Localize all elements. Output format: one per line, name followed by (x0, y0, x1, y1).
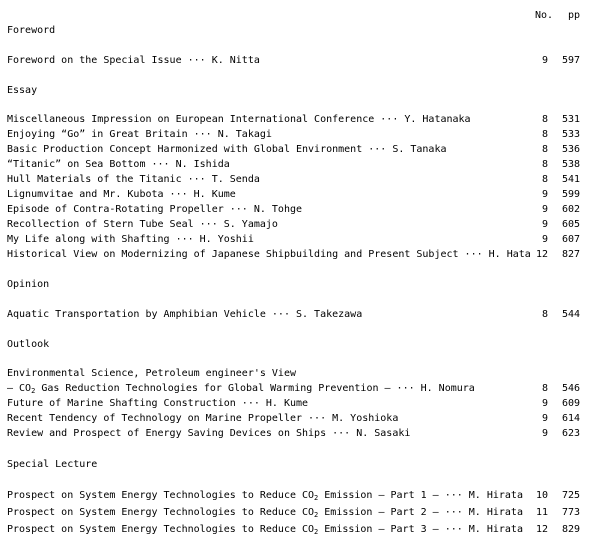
entry-issue-number: 9 (541, 398, 548, 409)
entry-page-number: 609 (561, 398, 580, 409)
toc-entry (0, 202, 589, 217)
entry-title-text: Prospect on System Energy Technologies to Reduce CO (7, 490, 315, 501)
toc-entry (0, 157, 589, 172)
entry-page-number: 597 (561, 55, 580, 66)
subscript-text: 2 (314, 528, 319, 536)
toc-entry (0, 411, 589, 426)
toc-entry (0, 396, 589, 411)
entry-page-number: 827 (561, 249, 580, 260)
entry-title (7, 202, 302, 217)
subscript-text: 2 (31, 387, 36, 395)
entry-page-number: 607 (561, 234, 580, 245)
entry-issue-number: 8 (541, 383, 548, 394)
entry-title (7, 505, 523, 520)
entry-title (7, 247, 531, 262)
section-heading (0, 457, 589, 472)
entry-title (7, 217, 278, 232)
entry-page-number: 623 (561, 428, 580, 439)
entry-title (7, 187, 236, 202)
entry-title (7, 381, 475, 396)
entry-title (7, 127, 272, 142)
section-heading (0, 277, 589, 292)
toc-entry (0, 187, 589, 202)
entry-title-text: Recent Tendency of Technology on Marine Propeller ··· M. Yoshioka (7, 413, 399, 424)
entry-page-number: 599 (561, 189, 580, 200)
toc-entry (0, 307, 589, 322)
entry-title-text: Review and Prospect of Energy Saving Devices on Ships ··· N. Sasaki (7, 428, 411, 439)
entry-issue-number: 9 (541, 219, 548, 230)
toc-entry (0, 112, 589, 127)
entry-issue-number: 8 (541, 159, 548, 170)
entry-title-text: Emission — Part 3 — ··· M. Hirata (318, 524, 523, 535)
entry-issue-number: 12 (535, 524, 548, 535)
toc-entry (0, 381, 589, 396)
entry-title-text: Episode of Contra-Rotating Propeller ··· N. Tohge (7, 204, 303, 215)
entry-page-number: 602 (561, 204, 580, 215)
entry-page-number: 829 (561, 524, 580, 535)
entry-title-text: Gas Reduction Technologies for Global Warming Prevention — ··· H. Nomura (35, 383, 475, 394)
entry-issue-number: 12 (535, 249, 548, 260)
entry-title-text: Aquatic Transportation by Amphibian Vehicle ··· S. Takezawa (7, 309, 363, 320)
entry-page-number: 541 (561, 174, 580, 185)
page-number-header: pp (567, 10, 580, 21)
entry-page-number: 533 (561, 129, 580, 140)
entry-title (7, 232, 254, 247)
entry-title-text: Emission — Part 2 — ··· M. Hirata (318, 507, 523, 518)
entry-page-number: 544 (561, 309, 580, 320)
toc-entry (0, 522, 589, 537)
entry-page-number: 546 (561, 383, 580, 394)
entry-title (7, 411, 398, 426)
entry-title (7, 112, 471, 127)
entry-page-number: 605 (561, 219, 580, 230)
entry-title-text: Prospect on System Energy Technologies to Reduce CO (7, 524, 315, 535)
section-heading (0, 23, 589, 38)
toc-entry (0, 127, 589, 142)
entry-title-text: Hull Materials of the Titanic ··· T. Senda (7, 174, 260, 185)
toc-entry (0, 488, 589, 503)
entry-title (7, 488, 523, 503)
toc-entry (0, 232, 589, 247)
entry-page-number: 773 (561, 507, 580, 518)
entry-title-text: Prospect on System Energy Technologies to Reduce CO (7, 507, 315, 518)
entry-issue-number: 8 (541, 174, 548, 185)
entry-issue-number: 8 (541, 129, 548, 140)
entry-issue-number: 9 (541, 428, 548, 439)
entry-title-text: Emission — Part 1 — ··· M. Hirata (318, 490, 523, 501)
entry-page-number: 531 (561, 114, 580, 125)
entry-issue-number: 9 (541, 189, 548, 200)
section-heading (0, 337, 589, 352)
entry-issue-number: 8 (541, 114, 548, 125)
issue-number-header: No. (534, 10, 553, 21)
toc-entry (0, 247, 589, 262)
subscript-text: 2 (314, 494, 319, 502)
entry-title-text: Lignumvitae and Mr. Kubota ··· H. Kume (7, 189, 236, 200)
entry-issue-number: 9 (541, 55, 548, 66)
toc-entry (0, 426, 589, 441)
entry-page-number: 538 (561, 159, 580, 170)
entry-title-text: “Titanic” on Sea Bottom ··· N. Ishida (7, 159, 230, 170)
entry-issue-number: 9 (541, 413, 548, 424)
entry-title (7, 522, 523, 537)
entry-title-text: Recollection of Stern Tube Seal ··· S. Yamajo (7, 219, 278, 230)
entry-title-text: Miscellaneous Impression on European International Conference ··· Y. Hatanaka (7, 114, 471, 125)
entry-title (7, 157, 230, 172)
entry-title (7, 426, 410, 441)
toc-entry (0, 172, 589, 187)
entry-title-text: Enjoying “Go” in Great Britain ··· N. Takagi (7, 129, 272, 140)
entry-title-text: Foreword on the Special Issue ··· K. Nitta (7, 55, 260, 66)
entry-page-number: 725 (561, 490, 580, 501)
entry-title (7, 53, 260, 68)
toc-entry (0, 53, 589, 68)
entry-page-number: 614 (561, 413, 580, 424)
entry-title-text: Historical View on Modernizing of Japanese Shipbuilding and Present Subject ··· H. Hata (7, 249, 531, 260)
entry-title (7, 396, 308, 411)
column-header (0, 8, 589, 23)
entry-title-text: Environmental Science, Petroleum engineer's View (7, 368, 296, 379)
entry-title-text: Basic Production Concept Harmonized with Global Environment ··· S. Tanaka (7, 144, 447, 155)
entry-issue-number: 8 (541, 144, 548, 155)
entry-title (7, 366, 296, 381)
entry-issue-number: 9 (541, 204, 548, 215)
toc-entry (0, 217, 589, 232)
section-heading-text: Opinion (7, 279, 50, 290)
section-heading-text: Outlook (7, 339, 50, 350)
section-heading-text: Essay (7, 85, 38, 96)
entry-title-text: My Life along with Shafting ··· H. Yoshii (7, 234, 254, 245)
entry-issue-number: 10 (535, 490, 548, 501)
entry-issue-number: 9 (541, 234, 548, 245)
toc-entry (0, 366, 589, 381)
entry-title (7, 142, 447, 157)
subscript-text: 2 (314, 511, 319, 519)
entry-page-number: 536 (561, 144, 580, 155)
section-heading-text: Special Lecture (7, 459, 98, 470)
section-heading (0, 83, 589, 98)
entry-title-text: — CO (7, 383, 32, 394)
entry-issue-number: 11 (535, 507, 548, 518)
entry-title (7, 307, 362, 322)
entry-title-text: Future of Marine Shafting Construction ··· H. Kume (7, 398, 309, 409)
toc-entry (0, 505, 589, 520)
entry-title (7, 172, 260, 187)
entry-issue-number: 8 (541, 309, 548, 320)
section-heading-text: Foreword (7, 25, 56, 36)
toc-entry (0, 142, 589, 157)
